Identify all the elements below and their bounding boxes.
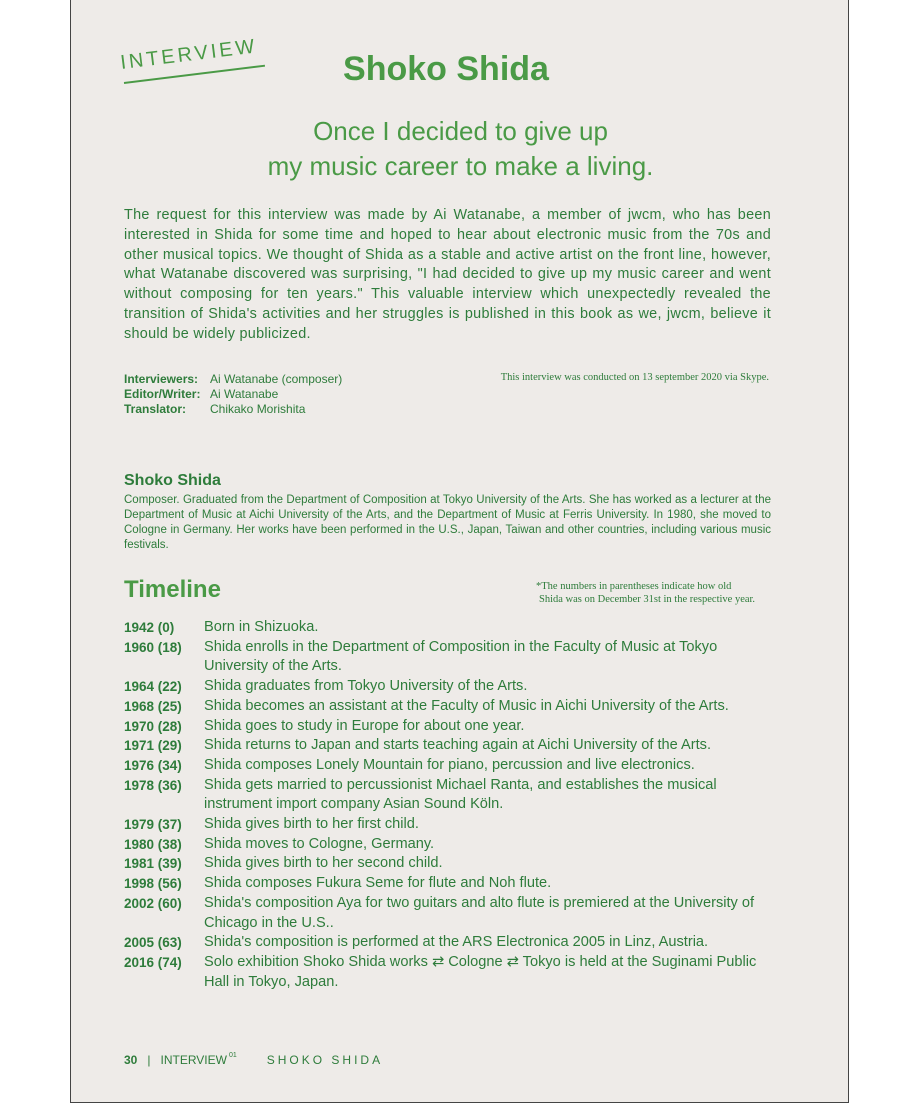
timeline-note-line-2: Shida was on December 31st in the respective year. [539, 594, 756, 605]
footer-section: INTERVIEW [160, 1053, 227, 1067]
credit-value: Ai Watanabe [210, 387, 279, 401]
headline [71, 114, 850, 184]
page [70, 0, 849, 1103]
page-title: Shoko Shida [343, 50, 549, 88]
timeline-event: Shida gives birth to her second child. [204, 855, 443, 872]
timeline-entry [124, 717, 784, 737]
timeline-entry [124, 933, 784, 953]
timeline-event: Shida composes Fukura Seme for flute and Noh flute. [204, 875, 552, 892]
timeline-entry [124, 697, 784, 717]
credits [124, 372, 342, 417]
timeline-year: 1980 (38) [124, 836, 182, 852]
timeline-year: 2016 (74) [124, 954, 182, 970]
timeline-entry [124, 854, 784, 874]
page-number: 30 [124, 1053, 138, 1067]
credit-label: Interviewers: [124, 372, 199, 386]
timeline-title: Timeline [124, 576, 221, 603]
timeline-event: Shida becomes an assistant at the Faculty of Music in Aichi University of the Arts. [204, 697, 729, 714]
timeline-note-line-1: *The numbers in parentheses indicate how old [536, 581, 732, 592]
timeline-year: 1981 (39) [124, 856, 182, 872]
intro-paragraph: The request for this interview was made by Ai Watanabe, a member of jwcm, who has been interested in Shida for some time and hoped to hear about electronic music from the 70s and other musical topics. We thought of Shida as a stable and active artist on the front line, however, what Watanabe discovered was surprising, "I had decided to give up my music career and went without composing for ten years." This valuable interview which unexpectedly revealed the transition of Shida's activities and her struggles is published in this book as we, jwcm, believe it should be widely publicized. [124, 207, 771, 342]
timeline-entry [124, 835, 784, 855]
timeline-year: 2002 (60) [124, 895, 182, 911]
interview-label: INTERVIEW [119, 35, 259, 75]
timeline-event: Shida enrolls in the Department of Composition in the Faculty of Music at Tokyo University of the Arts. [204, 638, 718, 675]
timeline-year: 1960 (18) [124, 639, 182, 655]
timeline-year: 1968 (25) [124, 698, 182, 714]
timeline-year: 1978 (36) [124, 777, 182, 793]
credit-label: Editor/Writer: [124, 387, 201, 401]
bio-text: Composer. Graduated from the Department of Composition at Tokyo University of the Arts. She has worked as a lecturer at the Department of Music at Aichi University of the Arts, and the Department of Music at Ferris University. In 1980, she moved to Cologne in Germany. Her works have been performed in the U.S., Japan, Taiwan and other countries, including various music festivals. [124, 494, 771, 551]
credit-row [124, 387, 342, 402]
timeline-event: Shida's composition is performed at the ARS Electronica 2005 in Linz, Austria. [204, 934, 709, 951]
timeline-note [536, 580, 771, 606]
timeline-entry [124, 677, 784, 697]
timeline-entry [124, 638, 784, 677]
footer-name: SHOKO SHIDA [266, 1053, 384, 1067]
timeline-year: 1971 (29) [124, 738, 182, 754]
headline-line-2: my music career to make a living. [267, 151, 654, 181]
timeline-year: 1998 (56) [124, 876, 182, 892]
timeline-list [124, 618, 784, 992]
timeline-event: Born in Shizuoka. [204, 619, 319, 635]
credit-label: Translator: [124, 402, 187, 416]
timeline-year: 2005 (63) [124, 935, 182, 951]
timeline-event: Shida gets married to percussionist Michael Ranta, and establishes the musical instrument import company Asian Sound Köln. [204, 776, 717, 813]
timeline-year: 1970 (28) [124, 718, 182, 734]
timeline-entry [124, 736, 784, 756]
footer-separator: | [147, 1053, 151, 1067]
footer-section-number: 01 [228, 1052, 237, 1059]
credit-row [124, 372, 342, 387]
timeline-event: Shida's composition Aya for two guitars and alto flute is premiered at the University of Chicago in the U.S.. [204, 894, 755, 931]
timeline-entry [124, 874, 784, 894]
timeline-entry [124, 894, 784, 933]
timeline-entry [124, 756, 784, 776]
credit-row [124, 402, 342, 417]
timeline-entry [124, 815, 784, 835]
timeline-year: 1964 (22) [124, 679, 182, 695]
timeline-entry [124, 618, 784, 638]
timeline-event: Shida graduates from Tokyo University of the Arts. [204, 678, 528, 695]
credit-value: Chikako Morishita [210, 402, 306, 416]
timeline-event: Shida goes to study in Europe for about one year. [204, 717, 525, 734]
timeline-event: Solo exhibition Shoko Shida works ⇄ Cologne ⇄ Tokyo is held at the Suginami Public Hall in Tokyo, Japan. [204, 953, 757, 990]
timeline-event: Shida composes Lonely Mountain for piano, percussion and live electronics. [204, 756, 695, 773]
timeline-event: Shida moves to Cologne, Germany. [204, 835, 435, 852]
credit-value: Ai Watanabe (composer) [210, 372, 343, 386]
timeline-entry [124, 776, 784, 815]
interview-date-note: This interview was conducted on 13 september 2020 via Skype. [500, 372, 769, 383]
timeline-year: 1942 (0) [124, 620, 175, 635]
timeline-event: Shida returns to Japan and starts teaching again at Aichi University of the Arts. [204, 737, 712, 754]
timeline-entry [124, 953, 784, 992]
page-footer [124, 1052, 383, 1067]
bio-name: Shoko Shida [124, 472, 221, 489]
headline-line-1: Once I decided to give up [313, 116, 608, 146]
timeline-year: 1979 (37) [124, 817, 182, 833]
timeline-event: Shida gives birth to her first child. [204, 816, 419, 833]
timeline-year: 1976 (34) [124, 757, 182, 773]
